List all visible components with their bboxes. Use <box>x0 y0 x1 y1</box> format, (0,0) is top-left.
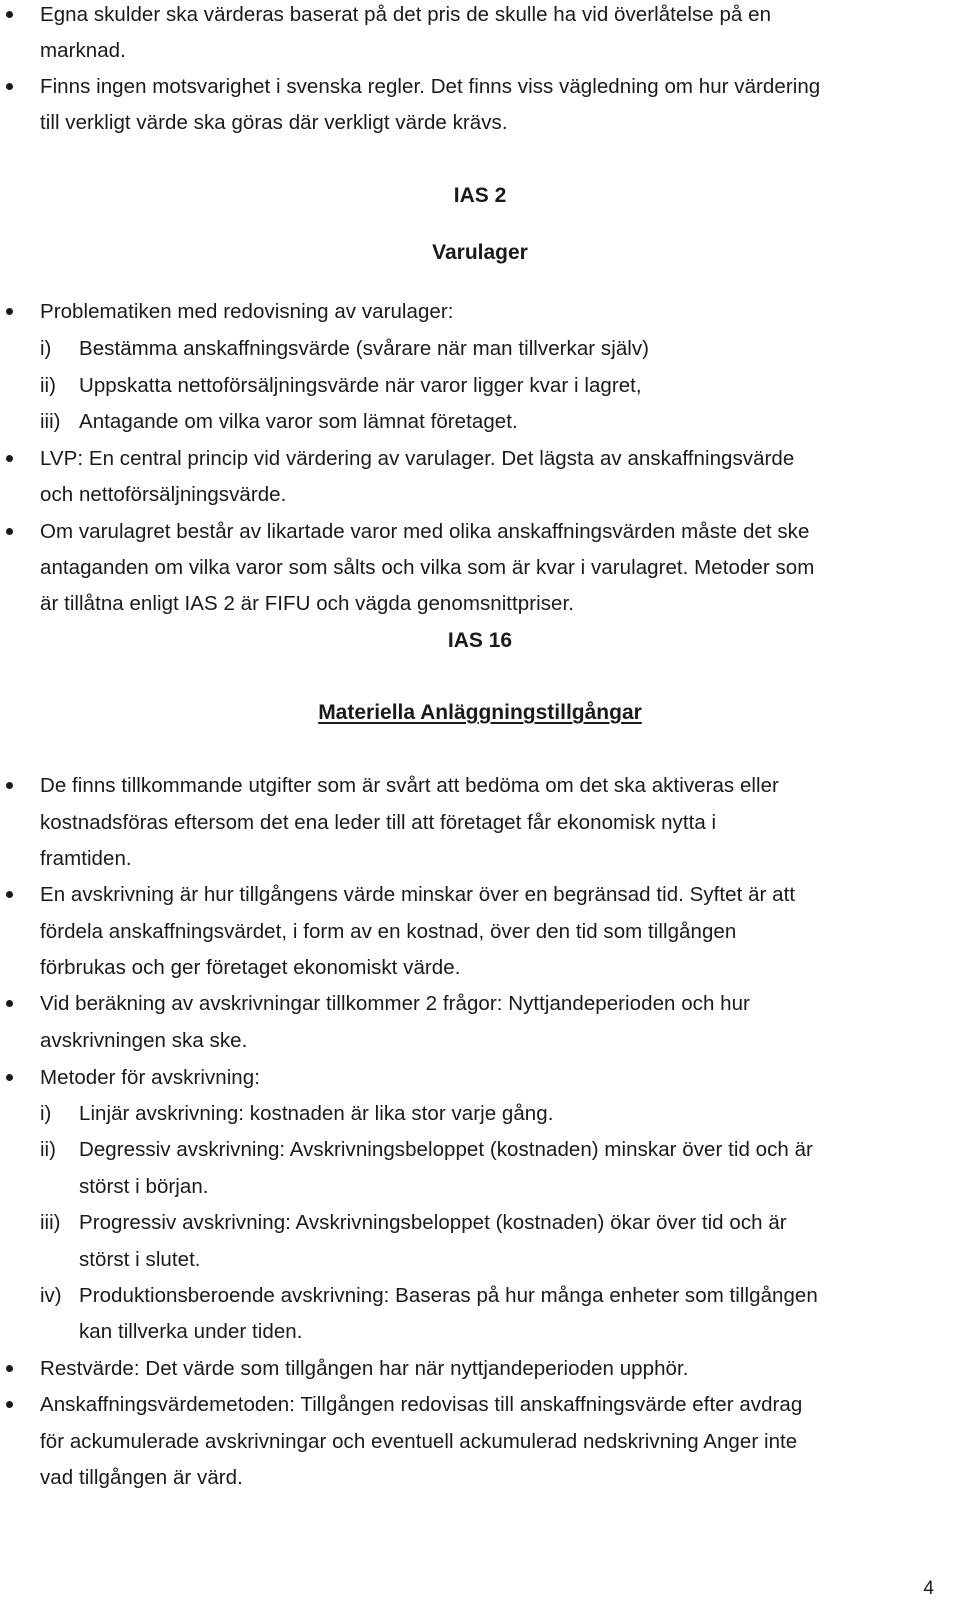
list-item-text: Degressiv avskrivning: Avskrivningsbeloppet (kostnaden) minskar över tid och är <box>79 1138 813 1161</box>
text-line: och nettoförsäljningsvärde. <box>40 483 287 506</box>
text-line: Anskaffningsvärdemetoden: Tillgången redovisas till anskaffningsvärde efter avdrag <box>40 1393 803 1416</box>
bullet-dot <box>6 1074 13 1081</box>
text-line: är tillåtna enligt IAS 2 är FIFU och vägda genomsnittpriser. <box>40 592 574 615</box>
text-line: kostnadsföras eftersom det ena leder till att företaget får ekonomisk nytta i <box>40 811 717 834</box>
list-marker: i) <box>40 1102 52 1125</box>
bullet-dot <box>6 1401 13 1408</box>
text-line: antaganden om vilka varor som sålts och vilka som är kvar i varulagret. Metoder som <box>40 556 815 579</box>
bullet-dot <box>6 308 13 315</box>
text-line: En avskrivning är hur tillgångens värde minskar över en begränsad tid. Syftet är att <box>40 883 796 906</box>
list-item-text: Produktionsberoende avskrivning: Baseras på hur många enheter som tillgången <box>79 1284 818 1307</box>
text-line: framtiden. <box>40 847 132 870</box>
list-item-text: kan tillverka under tiden. <box>79 1320 303 1343</box>
section-code-heading: IAS 16 <box>447 629 513 652</box>
text-line: fördela anskaffningsvärdet, i form av en kostnad, över den tid som tillgången <box>40 920 737 943</box>
list-item-text: Uppskatta nettoförsäljningsvärde när varor ligger kvar i lagret, <box>79 374 642 397</box>
text-line: Problematiken med redovisning av varulager: <box>40 300 454 323</box>
list-item-text: Bestämma anskaffningsvärde (svårare när man tillverkar själv) <box>79 337 650 360</box>
list-marker: iii) <box>40 410 61 433</box>
section-title-heading: Materiella Anläggningstillgångar <box>318 701 642 724</box>
text-line: Om varulagret består av likartade varor med olika anskaffningsvärden måste det ske <box>40 520 810 543</box>
list-item-text: Antagande om vilka varor som lämnat företaget. <box>79 410 518 433</box>
text-line: avskrivningen ska ske. <box>40 1029 248 1052</box>
text-line: De finns tillkommande utgifter som är svårt att bedöma om det ska aktiveras eller <box>40 774 779 797</box>
list-item-text: störst i början. <box>79 1175 209 1198</box>
text-line: Egna skulder ska värderas baserat på det pris de skulle ha vid överlåtelse på en <box>40 3 772 26</box>
section-code-heading: IAS 2 <box>453 184 507 207</box>
list-marker: ii) <box>40 1138 56 1161</box>
bullet-dot <box>6 83 13 90</box>
list-marker: ii) <box>40 374 56 397</box>
list-item-text: störst i slutet. <box>79 1248 201 1271</box>
list-item-text: Linjär avskrivning: kostnaden är lika stor varje gång. <box>79 1102 554 1125</box>
section-title-heading: Varulager <box>432 241 528 264</box>
list-item-text: Progressiv avskrivning: Avskrivningsbeloppet (kostnaden) ökar över tid och är <box>79 1211 787 1234</box>
text-line: vad tillgången är värd. <box>40 1466 243 1489</box>
bullet-dot <box>6 891 13 898</box>
text-line: LVP: En central princip vid värdering av varulager. Det lägsta av anskaffningsvärde <box>40 447 795 470</box>
text-line: Metoder för avskrivning: <box>40 1066 260 1089</box>
text-line: till verkligt värde ska göras där verkligt värde krävs. <box>40 111 508 134</box>
list-marker: iii) <box>40 1211 61 1234</box>
bullet-dot <box>6 11 13 18</box>
text-line: Restvärde: Det värde som tillgången har när nyttjandeperioden upphör. <box>40 1357 689 1380</box>
bullet-dot <box>6 455 13 462</box>
bullet-dot <box>6 1365 13 1372</box>
text-line: Finns ingen motsvarighet i svenska regler. Det finns viss vägledning om hur värdering <box>40 75 821 98</box>
bullet-dot <box>6 528 13 535</box>
text-line: förbrukas och ger företaget ekonomiskt värde. <box>40 956 461 979</box>
page-number: 4 <box>923 1578 934 1599</box>
text-line: marknad. <box>40 39 126 62</box>
bullet-dot <box>6 1000 13 1007</box>
bullet-dot <box>6 782 13 789</box>
list-marker: i) <box>40 337 52 360</box>
text-line: Vid beräkning av avskrivningar tillkommer 2 frågor: Nyttjandeperioden och hur <box>40 992 750 1015</box>
list-marker: iv) <box>40 1284 62 1307</box>
text-line: för ackumulerade avskrivningar och eventuell ackumulerad nedskrivning Anger inte <box>40 1430 798 1453</box>
